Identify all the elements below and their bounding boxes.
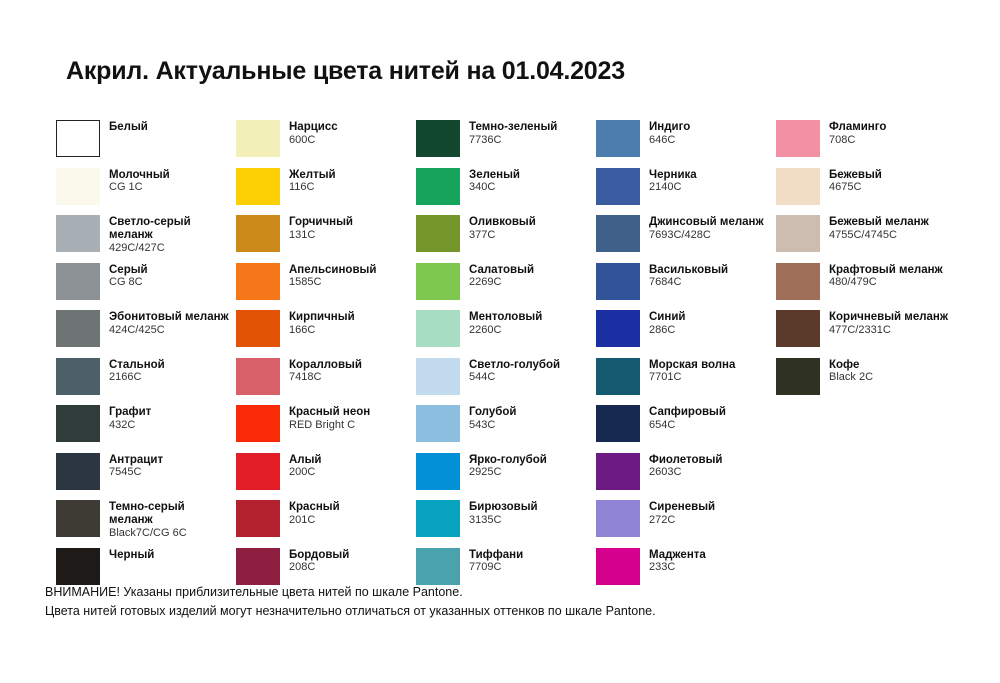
swatch-code: 116C [289,181,315,194]
swatch-code: 2269C [469,276,502,289]
swatch-labels [109,215,229,254]
swatch-labels [109,263,148,289]
swatch-row [416,500,596,548]
swatch-code: 2140C [649,181,682,194]
swatch-code: 432C [109,418,136,431]
color-chip [596,263,640,300]
swatch-labels [109,500,229,539]
color-chip [596,358,640,395]
swatch-row [776,263,956,311]
swatch-name: Голубой [469,406,517,418]
swatch-labels [649,358,735,384]
swatch-labels [649,263,728,289]
swatch-name: Алый [289,453,322,466]
swatch-name: Ментоловый [469,311,543,323]
swatch-column [596,120,776,595]
swatch-code: 286C [649,323,676,336]
swatch-row [416,453,596,501]
swatch-labels [289,215,353,241]
swatch-row [596,310,776,358]
swatch-name: Тиффани [469,548,524,561]
swatch-code: 272C [649,513,676,526]
swatch-row [56,500,236,548]
color-chip [776,310,820,347]
color-chip [56,310,100,347]
page-title: Акрил. Актуальные цвета нитей на 01.04.2023 [66,57,625,85]
swatch-row [56,453,236,501]
swatch-labels [289,548,349,574]
swatch-code: CG 1C [109,181,143,194]
swatch-row [416,168,596,216]
swatch-row [56,120,236,168]
swatch-labels [649,405,726,431]
color-chip [56,500,100,537]
swatch-labels [109,310,229,336]
swatch-row [236,168,416,216]
swatch-name: Васильковый [649,263,729,276]
swatch-name: Коричневый меланж [829,311,949,323]
swatch-row [56,215,236,263]
color-chip [596,120,640,157]
swatch-row [56,358,236,406]
swatch-name: Крафтовый меланж [829,263,943,276]
swatch-code: 477C/2331C [829,323,891,336]
swatch-labels [649,500,715,526]
swatch-labels [289,500,340,526]
color-chip [236,310,280,347]
swatch-labels [109,168,170,194]
swatch-name: Кофе [829,358,860,371]
swatch-name: Сиреневый [649,501,716,513]
swatch-row [56,310,236,358]
swatch-name: Светло-голубой [469,358,561,371]
swatch-labels [289,310,355,336]
swatch-labels [469,453,547,479]
swatch-name: Фиолетовый [649,453,723,466]
color-chip [56,215,100,252]
swatch-column [416,120,596,595]
swatch-code: 424C/425C [109,323,165,336]
swatch-code: RED Bright C [289,418,356,431]
swatch-labels [289,358,362,384]
swatch-labels [829,358,873,384]
swatch-name: Зеленый [469,168,520,181]
color-chip [416,548,460,585]
swatch-labels [649,310,685,336]
swatch-labels [469,120,557,146]
swatch-code: 646C [649,133,676,146]
swatch-name: Темно-зеленый [469,121,558,133]
swatch-name: Бордовый [289,548,350,561]
swatch-labels [289,168,336,194]
color-chip [596,500,640,537]
color-chip [236,453,280,490]
swatch-code: 543C [469,418,496,431]
color-chip [776,215,820,252]
color-chip [596,548,640,585]
swatch-column [776,120,956,595]
swatch-code: 7545C [109,466,142,479]
swatch-code: 7693C/428C [649,228,711,241]
color-chip [416,215,460,252]
swatch-code: 7684C [649,276,682,289]
swatch-labels [649,548,706,574]
swatch-labels [649,215,769,241]
swatch-row [596,263,776,311]
color-chip [56,453,100,490]
note-line: Цвета нитей готовых изделий могут незначительно отличаться от указанных оттенков по шкале Pantone. [45,604,656,619]
swatch-code: 208C [289,561,316,574]
swatch-labels [469,310,542,336]
color-chip [776,358,820,395]
swatch-code: 166C [289,323,316,336]
swatch-code: 1585C [289,276,322,289]
swatch-name: Сапфировый [649,406,726,418]
color-chip [416,453,460,490]
swatch-code: 7709C [469,561,502,574]
swatch-labels [109,405,151,431]
swatch-column [56,120,236,595]
swatch-name: Стальной [109,358,165,371]
swatch-labels [289,405,370,431]
swatch-code: 131C [289,228,316,241]
swatch-labels [649,168,697,194]
color-chip [416,120,460,157]
swatch-row [596,215,776,263]
swatch-name: Маджента [649,548,706,561]
swatch-row [236,453,416,501]
swatch-name: Апельсиновый [289,263,377,276]
swatch-labels [829,310,949,336]
swatch-labels [289,263,376,289]
swatch-code: 2260C [469,323,502,336]
swatch-name: Бирюзовый [469,501,538,513]
color-chip [416,358,460,395]
swatch-row [596,358,776,406]
swatch-code: CG 8C [109,276,143,289]
color-chip [56,405,100,442]
color-chip [416,168,460,205]
swatch-code: 7418C [289,371,322,384]
swatch-name: Бежевый меланж [829,216,929,228]
swatch-labels [469,168,520,194]
swatch-row [776,310,956,358]
swatch-row [56,168,236,216]
swatch-row [416,358,596,406]
swatch-code: 377C [469,228,496,241]
swatch-row [776,215,956,263]
swatch-code: 600C [289,133,316,146]
color-chip [596,215,640,252]
swatch-name: Синий [649,311,686,323]
swatch-labels [829,168,882,194]
color-chip [236,405,280,442]
swatch-code: 3135C [469,513,502,526]
swatch-labels [469,405,516,431]
swatch-row [56,263,236,311]
swatch-row [416,405,596,453]
swatch-labels [829,215,949,241]
swatch-row [776,120,956,168]
swatch-labels [469,500,538,526]
swatch-code: 4755C/4745C [829,228,897,241]
swatch-code: 7701C [649,371,682,384]
swatch-row [596,120,776,168]
swatch-row [596,168,776,216]
swatch-row [236,310,416,358]
color-chip [416,310,460,347]
swatch-labels [109,358,165,384]
swatch-labels [109,453,163,479]
color-chip [416,405,460,442]
swatch-code: Black7C/CG 6C [109,526,187,539]
swatch-code: 233C [649,561,676,574]
swatch-row [236,120,416,168]
swatch-code: Black 2C [829,371,874,384]
swatch-name: Черника [649,168,697,181]
color-chip [776,168,820,205]
color-chip [56,168,100,205]
color-chip [56,358,100,395]
color-chip [236,215,280,252]
swatch-code: 340C [469,181,496,194]
swatch-name: Темно-серый меланж [109,501,185,526]
swatch-row [596,405,776,453]
note-line: ВНИМАНИЕ! Указаны приблизительные цвета нитей по шкале Pantone. [45,585,463,599]
swatch-name: Графит [109,406,152,418]
swatch-labels [469,215,536,241]
swatch-row [416,215,596,263]
swatch-name: Кирпичный [289,311,355,323]
swatch-name: Салатовый [469,263,535,276]
swatch-row [416,310,596,358]
color-chip [596,453,640,490]
swatch-name: Эбонитовый меланж [109,311,229,323]
swatch-name: Ярко-голубой [469,453,547,466]
swatch-code: 480/479C [829,276,877,289]
swatch-row [416,263,596,311]
swatch-row [596,453,776,501]
swatch-row [236,263,416,311]
color-chip [776,263,820,300]
swatch-name: Морская волна [649,358,736,371]
color-chip [596,405,640,442]
swatch-name: Коралловый [289,358,362,371]
color-chip [56,120,100,157]
swatch-name: Фламинго [829,121,887,133]
swatch-code: 708C [829,133,856,146]
swatch-labels [109,548,154,562]
color-chip [236,168,280,205]
swatch-name: Индиго [649,121,691,133]
swatch-name: Оливковый [469,216,536,228]
swatch-labels [829,120,886,146]
notes-block [45,583,656,622]
swatch-labels [469,548,523,574]
color-chip [596,310,640,347]
color-chip [416,263,460,300]
swatch-code: 200C [289,466,316,479]
swatch-code: 544C [469,371,496,384]
swatch-code: 201C [289,513,316,526]
swatch-grid [56,120,956,595]
swatch-name: Серый [109,263,148,276]
swatch-row [236,215,416,263]
swatch-row [596,500,776,548]
swatch-name: Антрацит [109,453,164,466]
swatch-row [236,358,416,406]
swatch-row [416,120,596,168]
swatch-name: Бежевый [829,168,882,181]
swatch-name: Белый [109,121,148,133]
color-chip [236,358,280,395]
swatch-row [56,405,236,453]
swatch-labels [829,263,949,289]
color-chip [596,168,640,205]
swatch-code: 2603C [649,466,682,479]
swatch-name: Красный [289,501,340,513]
swatch-column [236,120,416,595]
swatch-labels [649,120,690,146]
swatch-row [236,500,416,548]
swatch-labels [469,358,560,384]
swatch-name: Молочный [109,168,170,181]
swatch-row [236,405,416,453]
color-chip [236,120,280,157]
swatch-labels [109,120,148,134]
swatch-name: Красный неон [289,406,371,418]
swatch-code: 429C/427C [109,241,165,254]
swatch-name: Желтый [289,168,336,181]
swatch-code: 4675C [829,181,862,194]
swatch-code: 2925C [469,466,502,479]
color-chip [236,548,280,585]
swatch-labels [289,120,338,146]
color-chip [236,263,280,300]
color-chip [776,120,820,157]
swatch-name: Светло-серый меланж [109,216,191,241]
swatch-name: Черный [109,548,155,561]
swatch-name: Горчичный [289,216,353,228]
swatch-labels [289,453,322,479]
swatch-name: Нарцисс [289,121,338,133]
swatch-code: 654C [649,418,676,431]
color-chip [56,548,100,585]
color-chip [236,500,280,537]
swatch-labels [469,263,534,289]
swatch-code: 7736C [469,133,502,146]
swatch-labels [649,453,723,479]
color-chip [56,263,100,300]
color-chip [416,500,460,537]
swatch-name: Джинсовый меланж [649,216,764,228]
swatch-code: 2166C [109,371,142,384]
swatch-row [776,168,956,216]
swatch-row [776,358,956,406]
